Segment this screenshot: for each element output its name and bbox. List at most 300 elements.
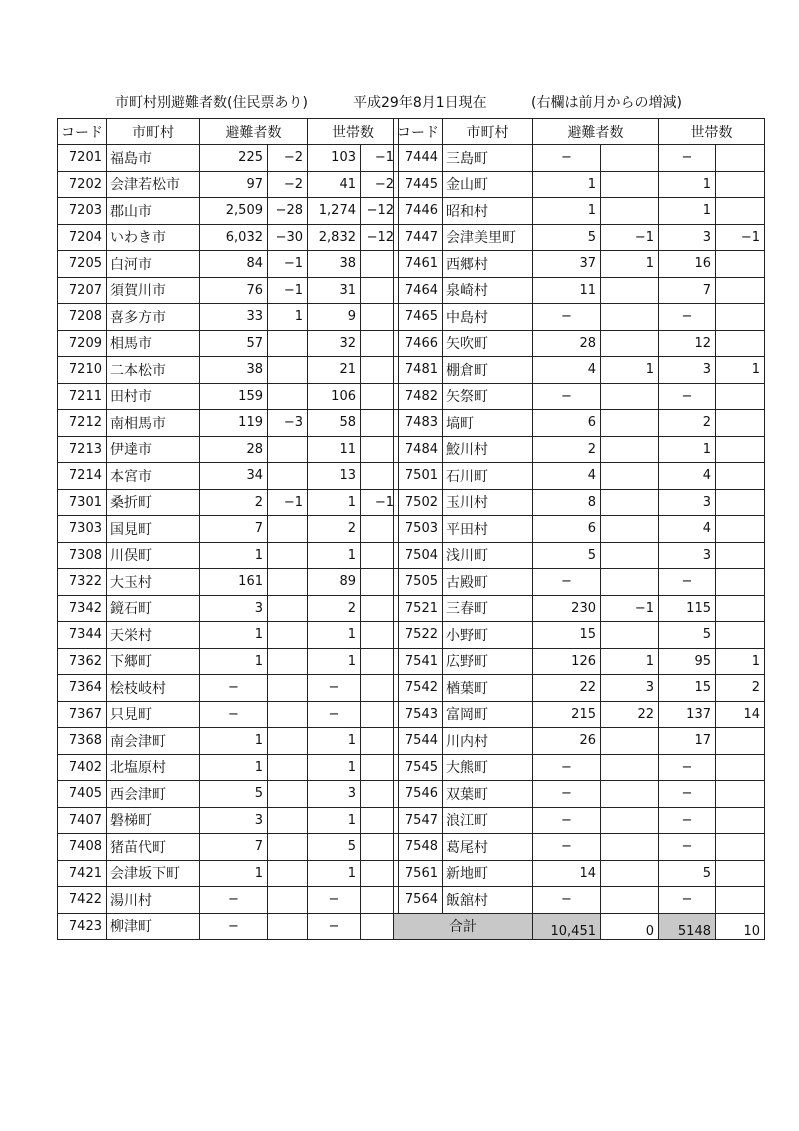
cell-households: − (659, 304, 716, 331)
cell-code: 7303 (58, 516, 107, 543)
cell-evacuees: 22 (533, 675, 601, 702)
cell-municipality: 南会津町 (107, 728, 200, 755)
cell-municipality: 会津若松市 (107, 171, 200, 198)
cell-municipality: 白河市 (107, 251, 200, 278)
cell-code: 7546 (394, 781, 443, 808)
cell-evacuees-change (601, 145, 659, 172)
cell-evacuees-change (601, 304, 659, 331)
cell-municipality: 双葉町 (443, 781, 533, 808)
cell-households: 9 (308, 304, 361, 331)
cell-code: 7367 (58, 701, 107, 728)
cell-households-change (716, 887, 765, 914)
cell-code: 7484 (394, 436, 443, 463)
cell-evacuees-change (601, 834, 659, 861)
table-row (394, 304, 765, 331)
cell-evacuees-change (601, 754, 659, 781)
cell-municipality: 西会津町 (107, 781, 200, 808)
cell-evacuees: 5 (533, 224, 601, 251)
cell-evacuees-change (601, 542, 659, 569)
cell-evacuees: − (533, 807, 601, 834)
table-row (394, 754, 765, 781)
cell-municipality: 古殿町 (443, 569, 533, 596)
table-row (58, 145, 399, 172)
cell-evacuees-change (268, 860, 308, 887)
table-row (394, 516, 765, 543)
table-row (394, 807, 765, 834)
cell-code: 7541 (394, 648, 443, 675)
cell-municipality: 只見町 (107, 701, 200, 728)
cell-code: 7421 (58, 860, 107, 887)
cell-code: 7483 (394, 410, 443, 437)
cell-code: 7522 (394, 622, 443, 649)
cell-code: 7205 (58, 251, 107, 278)
cell-evacuees-change (268, 648, 308, 675)
cell-municipality: 猪苗代町 (107, 834, 200, 861)
cell-households-change (716, 542, 765, 569)
cell-evacuees: 15 (533, 622, 601, 649)
cell-code: 7408 (58, 834, 107, 861)
cell-code: 7444 (394, 145, 443, 172)
cell-households: − (659, 754, 716, 781)
cell-evacuees: − (533, 834, 601, 861)
cell-households-change (716, 277, 765, 304)
cell-municipality: 楢葉町 (443, 675, 533, 702)
header-households: 世帯数 (308, 119, 399, 145)
cell-evacuees: 57 (200, 330, 268, 357)
cell-households: 13 (308, 463, 361, 490)
cell-evacuees: 1 (200, 622, 268, 649)
cell-evacuees: 1 (200, 648, 268, 675)
cell-households-change (716, 781, 765, 808)
cell-households: 3 (659, 542, 716, 569)
table-row (394, 622, 765, 649)
table-row (58, 542, 399, 569)
cell-households: 1 (308, 489, 361, 516)
table-row (58, 277, 399, 304)
cell-code: 7203 (58, 198, 107, 225)
cell-evacuees-change: −1 (601, 595, 659, 622)
cell-code: 7405 (58, 781, 107, 808)
cell-households: 89 (308, 569, 361, 596)
table-row (58, 622, 399, 649)
cell-households: 1 (308, 860, 361, 887)
cell-households: 1 (659, 171, 716, 198)
cell-municipality: 本宮市 (107, 463, 200, 490)
cell-households: − (659, 383, 716, 410)
table-row (58, 171, 399, 198)
cell-code: 7505 (394, 569, 443, 596)
table-row (58, 224, 399, 251)
cell-households: − (308, 675, 361, 702)
cell-households: 11 (308, 436, 361, 463)
cell-code: 7202 (58, 171, 107, 198)
cell-evacuees-change (601, 781, 659, 808)
cell-households: 1 (308, 728, 361, 755)
cell-code: 7362 (58, 648, 107, 675)
table-row (58, 516, 399, 543)
cell-evacuees: 7 (200, 834, 268, 861)
cell-evacuees: 97 (200, 171, 268, 198)
cell-households: 115 (659, 595, 716, 622)
table-row (58, 410, 399, 437)
table-row (58, 701, 399, 728)
cell-municipality: 三島町 (443, 145, 533, 172)
cell-evacuees-change (601, 489, 659, 516)
right-table (393, 118, 765, 940)
header-name: 市町村 (107, 119, 200, 145)
cell-municipality: 南相馬市 (107, 410, 200, 437)
table-row (394, 383, 765, 410)
table-row (58, 198, 399, 225)
total-households-change: 10 (716, 913, 765, 940)
cell-municipality: 会津美里町 (443, 224, 533, 251)
table-row (58, 781, 399, 808)
cell-code: 7402 (58, 754, 107, 781)
cell-evacuees: 3 (200, 595, 268, 622)
cell-municipality: 矢吹町 (443, 330, 533, 357)
cell-evacuees-change: −2 (268, 171, 308, 198)
cell-evacuees: − (200, 887, 268, 914)
cell-evacuees: − (200, 675, 268, 702)
cell-households-change (716, 171, 765, 198)
cell-evacuees-change: 1 (601, 251, 659, 278)
cell-municipality: 湯川村 (107, 887, 200, 914)
cell-households-change (716, 463, 765, 490)
cell-households-change (716, 383, 765, 410)
cell-households-change (716, 145, 765, 172)
cell-households: 1 (308, 648, 361, 675)
cell-evacuees: 1 (200, 728, 268, 755)
header-evacuees: 避難者数 (533, 119, 659, 145)
cell-code: 7204 (58, 224, 107, 251)
title-date: 平成29年8月1日現在 (353, 95, 487, 111)
table-row (394, 410, 765, 437)
table-row (394, 781, 765, 808)
cell-evacuees: 38 (200, 357, 268, 384)
cell-households-change (716, 834, 765, 861)
cell-code: 7407 (58, 807, 107, 834)
cell-evacuees: 33 (200, 304, 268, 331)
cell-code: 7301 (58, 489, 107, 516)
cell-households: 7 (659, 277, 716, 304)
cell-households: 103 (308, 145, 361, 172)
cell-evacuees-change (268, 463, 308, 490)
cell-households-change (716, 251, 765, 278)
cell-households: 2,832 (308, 224, 361, 251)
cell-municipality: 小野町 (443, 622, 533, 649)
cell-evacuees-change (268, 516, 308, 543)
cell-evacuees-change (268, 542, 308, 569)
cell-households-change (716, 410, 765, 437)
cell-households: 2 (659, 410, 716, 437)
cell-households: 137 (659, 701, 716, 728)
cell-households-change (716, 304, 765, 331)
cell-evacuees: 161 (200, 569, 268, 596)
table-row (58, 357, 399, 384)
cell-households: 1 (308, 754, 361, 781)
cell-municipality: 二本松市 (107, 357, 200, 384)
header-name: 市町村 (443, 119, 533, 145)
cell-households-change: −1 (716, 224, 765, 251)
table-row (58, 834, 399, 861)
cell-households-change (716, 330, 765, 357)
cell-municipality: 塙町 (443, 410, 533, 437)
cell-municipality: 伊達市 (107, 436, 200, 463)
cell-municipality: 中島村 (443, 304, 533, 331)
cell-evacuees-change (268, 834, 308, 861)
total-row (394, 913, 765, 940)
cell-households-change: −1 (361, 489, 399, 516)
cell-evacuees: 6 (533, 410, 601, 437)
cell-municipality: 会津坂下町 (107, 860, 200, 887)
cell-code: 7322 (58, 569, 107, 596)
cell-evacuees-change (601, 569, 659, 596)
cell-code: 7423 (58, 913, 107, 940)
table-row (394, 224, 765, 251)
cell-municipality: 新地町 (443, 860, 533, 887)
table-row (58, 304, 399, 331)
cell-code: 7211 (58, 383, 107, 410)
cell-households-change: 1 (716, 648, 765, 675)
cell-municipality: 川俣町 (107, 542, 200, 569)
cell-code: 7502 (394, 489, 443, 516)
cell-evacuees-change (601, 330, 659, 357)
cell-households: 32 (308, 330, 361, 357)
cell-municipality: 飯舘村 (443, 887, 533, 914)
cell-evacuees: 1 (200, 860, 268, 887)
cell-code: 7207 (58, 277, 107, 304)
table-row (58, 569, 399, 596)
cell-households-change: −1 (361, 145, 399, 172)
table-row (394, 675, 765, 702)
cell-households: − (659, 145, 716, 172)
cell-households: 1 (308, 622, 361, 649)
cell-evacuees-change: −1 (268, 277, 308, 304)
cell-households-change: −2 (361, 171, 399, 198)
cell-households-change (716, 569, 765, 596)
cell-households-change (716, 436, 765, 463)
cell-code: 7364 (58, 675, 107, 702)
table-row (394, 569, 765, 596)
total-evacuees: 10,451 (533, 913, 601, 940)
cell-code: 7445 (394, 171, 443, 198)
cell-households-change (716, 489, 765, 516)
cell-evacuees: 6 (533, 516, 601, 543)
cell-evacuees-change (601, 887, 659, 914)
table-row (394, 542, 765, 569)
cell-municipality: 浅川町 (443, 542, 533, 569)
cell-households: 1 (659, 436, 716, 463)
cell-code: 7208 (58, 304, 107, 331)
cell-municipality: 西郷村 (443, 251, 533, 278)
table-row (394, 145, 765, 172)
cell-evacuees: 34 (200, 463, 268, 490)
cell-evacuees-change (268, 754, 308, 781)
cell-evacuees: 3 (200, 807, 268, 834)
cell-evacuees: 76 (200, 277, 268, 304)
cell-code: 7201 (58, 145, 107, 172)
table-row (58, 807, 399, 834)
cell-evacuees: 28 (533, 330, 601, 357)
cell-households: − (659, 807, 716, 834)
cell-code: 7464 (394, 277, 443, 304)
cell-municipality: 田村市 (107, 383, 200, 410)
cell-households: 3 (659, 489, 716, 516)
cell-evacuees: 14 (533, 860, 601, 887)
cell-households: 5 (659, 860, 716, 887)
table-row (394, 463, 765, 490)
cell-evacuees: 26 (533, 728, 601, 755)
cell-households: 2 (308, 595, 361, 622)
table-row (394, 701, 765, 728)
cell-households-change (716, 754, 765, 781)
cell-municipality: 北塩原村 (107, 754, 200, 781)
cell-municipality: 葛尾村 (443, 834, 533, 861)
cell-evacuees-change (601, 516, 659, 543)
cell-households-change: 14 (716, 701, 765, 728)
header-code: コード (58, 119, 107, 145)
cell-evacuees-change (601, 860, 659, 887)
cell-evacuees-change (268, 622, 308, 649)
left-header-row (58, 119, 399, 145)
cell-municipality: 柳津町 (107, 913, 200, 940)
cell-households: 106 (308, 383, 361, 410)
cell-code: 7368 (58, 728, 107, 755)
cell-evacuees: 1 (533, 198, 601, 225)
table-row (58, 648, 399, 675)
cell-evacuees-change (268, 887, 308, 914)
cell-evacuees: 225 (200, 145, 268, 172)
cell-evacuees: 119 (200, 410, 268, 437)
cell-households: 5 (659, 622, 716, 649)
cell-code: 7422 (58, 887, 107, 914)
table-row (394, 489, 765, 516)
cell-municipality: 昭和村 (443, 198, 533, 225)
cell-households: 3 (659, 224, 716, 251)
cell-households: 3 (308, 781, 361, 808)
cell-municipality: 国見町 (107, 516, 200, 543)
cell-households-change (716, 595, 765, 622)
cell-evacuees: 2 (533, 436, 601, 463)
cell-code: 7564 (394, 887, 443, 914)
cell-evacuees: 2,509 (200, 198, 268, 225)
title-main: 市町村別避難者数(住民票あり) (115, 95, 308, 111)
cell-evacuees-change (268, 436, 308, 463)
table-row (58, 489, 399, 516)
cell-households: 15 (659, 675, 716, 702)
total-evacuees-change: 0 (601, 913, 659, 940)
header-evacuees: 避難者数 (200, 119, 308, 145)
cell-evacuees: − (533, 569, 601, 596)
cell-households: 1 (308, 807, 361, 834)
cell-evacuees: 159 (200, 383, 268, 410)
cell-households: 4 (659, 516, 716, 543)
table-row (394, 728, 765, 755)
cell-municipality: いわき市 (107, 224, 200, 251)
cell-evacuees-change (601, 728, 659, 755)
cell-evacuees-change: −28 (268, 198, 308, 225)
cell-evacuees: 126 (533, 648, 601, 675)
cell-code: 7213 (58, 436, 107, 463)
cell-code: 7561 (394, 860, 443, 887)
cell-evacuees: 5 (533, 542, 601, 569)
cell-evacuees: 2 (200, 489, 268, 516)
total-label: 合計 (394, 913, 533, 940)
cell-code: 7209 (58, 330, 107, 357)
cell-code: 7308 (58, 542, 107, 569)
cell-evacuees-change (601, 463, 659, 490)
cell-households-change (716, 860, 765, 887)
table-row (394, 860, 765, 887)
cell-households: − (308, 913, 361, 940)
cell-households: 95 (659, 648, 716, 675)
cell-evacuees: − (200, 913, 268, 940)
right-header-row (394, 119, 765, 145)
cell-code: 7447 (394, 224, 443, 251)
table-row (58, 463, 399, 490)
title-note: (右欄は前月からの増減) (531, 95, 682, 111)
cell-municipality: 大玉村 (107, 569, 200, 596)
cell-code: 7465 (394, 304, 443, 331)
cell-households: − (659, 887, 716, 914)
cell-evacuees-change: 22 (601, 701, 659, 728)
cell-evacuees-change (268, 383, 308, 410)
table-row (58, 754, 399, 781)
cell-evacuees-change: 1 (601, 648, 659, 675)
cell-evacuees: 230 (533, 595, 601, 622)
cell-evacuees: 37 (533, 251, 601, 278)
cell-municipality: 桧枝岐村 (107, 675, 200, 702)
cell-evacuees: 6,032 (200, 224, 268, 251)
left-table (57, 118, 399, 940)
cell-municipality: 泉崎村 (443, 277, 533, 304)
table-row (58, 383, 399, 410)
cell-evacuees-change (601, 383, 659, 410)
table-row (394, 648, 765, 675)
cell-households: 3 (659, 357, 716, 384)
cell-evacuees-change (268, 595, 308, 622)
cell-households: 5 (308, 834, 361, 861)
cell-evacuees: 11 (533, 277, 601, 304)
table-row (394, 357, 765, 384)
cell-code: 7501 (394, 463, 443, 490)
cell-evacuees-change (268, 701, 308, 728)
cell-code: 7466 (394, 330, 443, 357)
cell-municipality: 鮫川村 (443, 436, 533, 463)
cell-evacuees: 215 (533, 701, 601, 728)
cell-households: − (659, 834, 716, 861)
cell-municipality: 金山町 (443, 171, 533, 198)
cell-evacuees-change (268, 675, 308, 702)
cell-municipality: 鏡石町 (107, 595, 200, 622)
cell-evacuees: 28 (200, 436, 268, 463)
cell-municipality: 天栄村 (107, 622, 200, 649)
cell-evacuees-change: −1 (601, 224, 659, 251)
cell-evacuees-change (268, 913, 308, 940)
cell-evacuees: − (533, 304, 601, 331)
cell-evacuees: 7 (200, 516, 268, 543)
cell-households: − (659, 781, 716, 808)
cell-evacuees-change (268, 357, 308, 384)
cell-evacuees-change: −1 (268, 489, 308, 516)
cell-evacuees: 5 (200, 781, 268, 808)
cell-municipality: 石川町 (443, 463, 533, 490)
cell-evacuees: − (533, 887, 601, 914)
cell-households: 4 (659, 463, 716, 490)
cell-municipality: 須賀川市 (107, 277, 200, 304)
cell-municipality: 川内村 (443, 728, 533, 755)
cell-code: 7342 (58, 595, 107, 622)
